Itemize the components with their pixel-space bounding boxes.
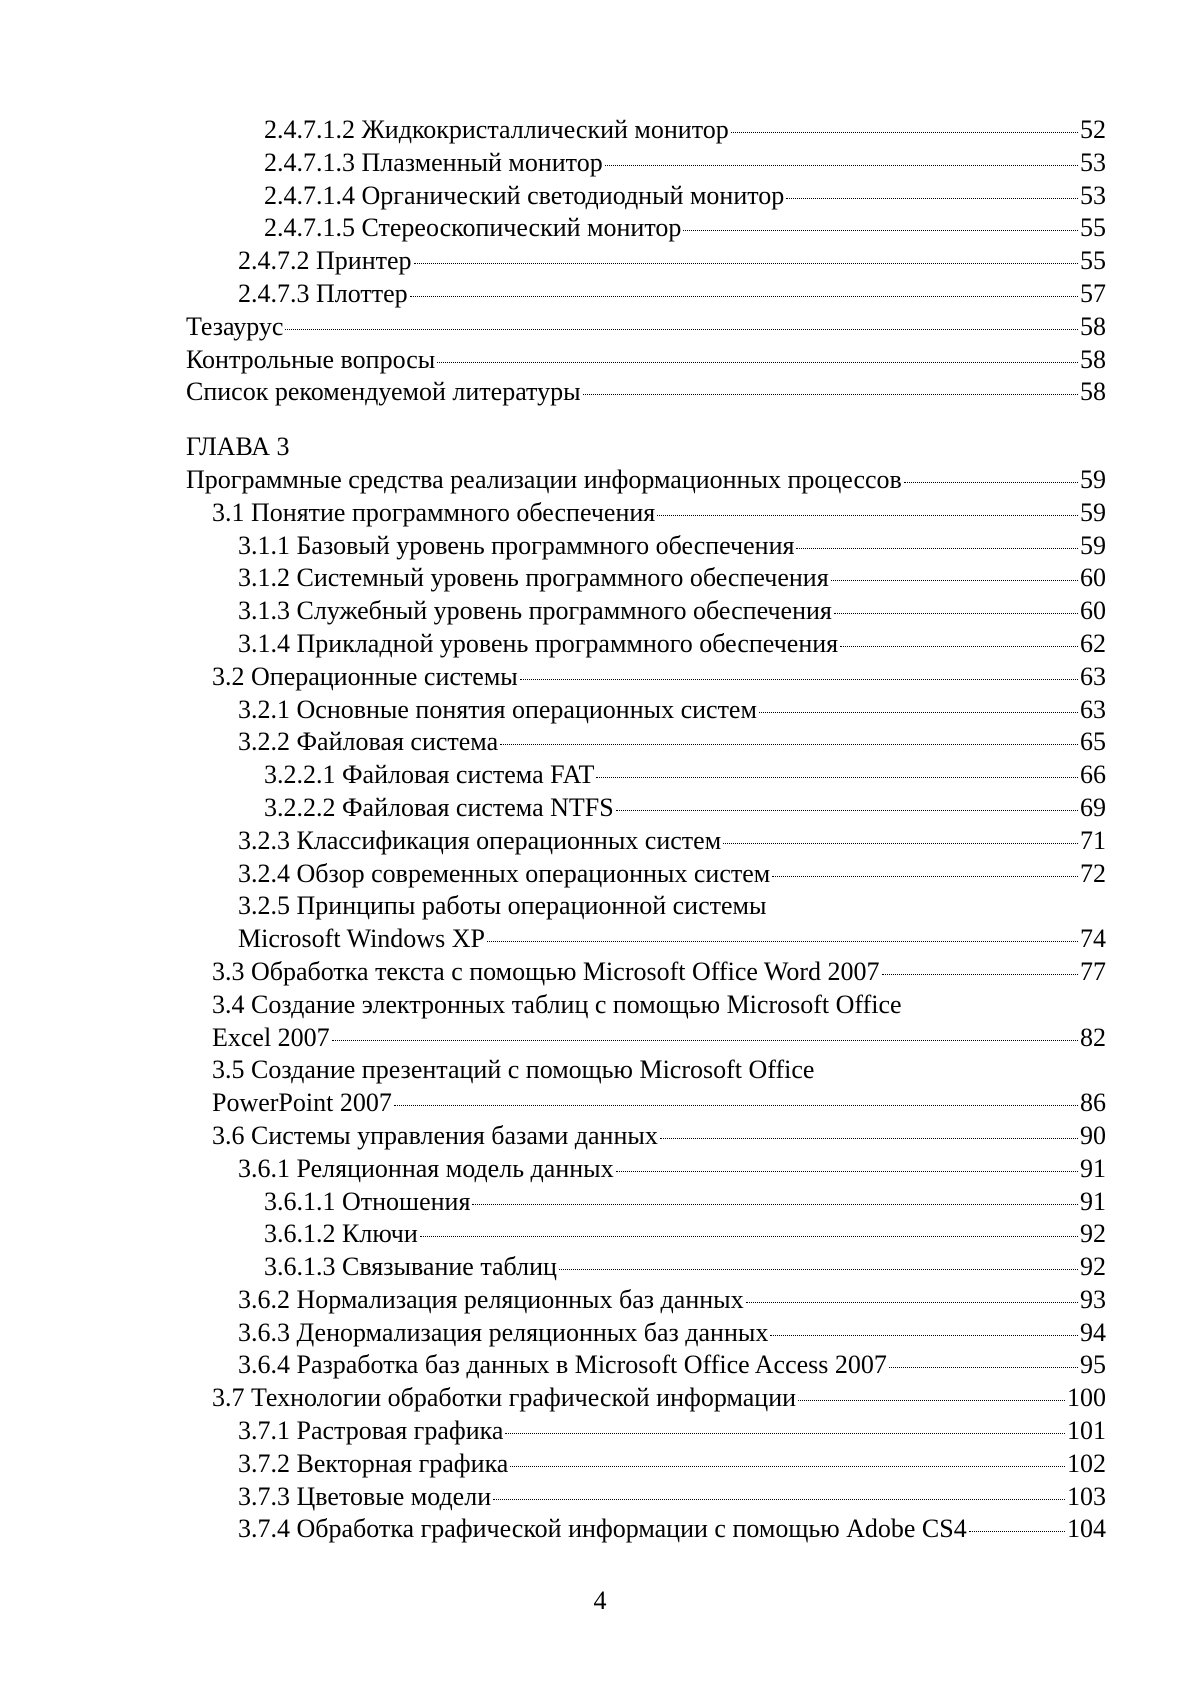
toc-entry	[186, 562, 1106, 595]
toc-entry	[186, 923, 1106, 956]
toc-entry-title: PowerPoint 2007	[212, 1088, 392, 1118]
toc-entry-page: 66	[1080, 760, 1106, 790]
dot-leader	[770, 1335, 1078, 1336]
dot-leader	[605, 165, 1078, 166]
dot-leader	[904, 482, 1078, 483]
toc-entry-page: 90	[1080, 1120, 1106, 1150]
page-number: 4	[593, 1586, 607, 1615]
toc-entry-page: 94	[1080, 1317, 1106, 1347]
toc-entry-title: 3.1 Понятие программного обеспечения	[212, 497, 656, 527]
toc-entry-page: 60	[1080, 596, 1106, 626]
toc-entry	[186, 661, 1106, 694]
dot-leader	[285, 329, 1078, 330]
toc-entry-page: 95	[1080, 1350, 1106, 1380]
dot-leader	[493, 1499, 1065, 1500]
toc-entry-title: 2.4.7.1.5 Стереоскопический монитор	[264, 213, 682, 243]
toc-entry-title: 3.2.2 Файловая система	[238, 727, 499, 757]
toc-entry	[186, 376, 1106, 409]
toc-entry-title: 3.2.2.1 Файловая система FAT	[264, 760, 595, 790]
toc-entry-title: 2.4.7.1.3 Плазменный монитор	[264, 147, 603, 177]
toc-entry-page: 58	[1080, 344, 1106, 374]
toc-entry-page: 92	[1080, 1219, 1106, 1249]
dot-leader	[796, 548, 1078, 549]
toc-entry	[186, 278, 1106, 311]
toc-entry-title: 3.2.4 Обзор современных операционных систем	[238, 858, 771, 888]
toc-entry	[186, 530, 1106, 563]
dot-leader	[882, 974, 1078, 975]
dot-leader	[510, 1466, 1065, 1467]
toc-entry-page: 91	[1080, 1186, 1106, 1216]
toc-entry-title: Microsoft Windows XP	[238, 924, 485, 954]
toc-entry-title: 3.7.3 Цветовые модели	[238, 1481, 492, 1511]
toc-entry-title: 3.7.2 Векторная графика	[238, 1448, 509, 1478]
toc-entry	[186, 792, 1106, 825]
dot-leader	[746, 1302, 1078, 1303]
toc-entry	[186, 147, 1106, 180]
toc-entry	[186, 890, 1106, 923]
toc-entry-page: 58	[1080, 377, 1106, 407]
toc-entry	[186, 1382, 1106, 1415]
toc-section-chapter-2-end	[186, 114, 1106, 409]
dot-leader	[500, 744, 1078, 745]
dot-leader	[834, 613, 1078, 614]
toc-entry	[186, 497, 1106, 530]
dot-leader	[420, 1236, 1078, 1237]
dot-leader	[840, 646, 1078, 647]
toc-entry	[186, 1349, 1106, 1382]
toc-entry-page: 59	[1080, 530, 1106, 560]
dot-leader	[616, 1171, 1078, 1172]
dot-leader	[660, 1138, 1078, 1139]
toc-entry	[186, 628, 1106, 661]
toc-entry-title: 3.6 Системы управления базами данных	[212, 1120, 658, 1150]
toc-entry	[186, 1218, 1106, 1251]
toc-entry-page: 82	[1080, 1022, 1106, 1052]
toc-entry-title: 3.7.1 Растровая графика	[238, 1416, 504, 1446]
toc-entry-title: 3.2.2.2 Файловая система NTFS	[264, 792, 614, 822]
dot-leader	[759, 712, 1078, 713]
toc-entry-title: 2.4.7.1.4 Органический светодиодный монитор	[264, 180, 785, 210]
toc-entry	[186, 759, 1106, 792]
dot-leader	[798, 1400, 1065, 1401]
toc-entry-page: 55	[1080, 246, 1106, 276]
toc-entry	[186, 1022, 1106, 1055]
toc-entry-page: 63	[1080, 661, 1106, 691]
toc-entry-page: 103	[1067, 1481, 1106, 1511]
dot-leader	[487, 941, 1078, 942]
toc-entry-title: 3.2 Операционные системы	[212, 661, 518, 691]
toc-entry	[186, 311, 1106, 344]
toc-entry-page: 100	[1067, 1383, 1106, 1413]
toc-entry-title: 3.6.4 Разработка баз данных в Microsoft Office Access 2007	[238, 1350, 887, 1380]
dot-leader	[657, 515, 1078, 516]
dot-leader	[969, 1531, 1065, 1532]
dot-leader	[505, 1433, 1065, 1434]
toc-entry-page: 65	[1080, 727, 1106, 757]
toc-entry-title: 3.4 Создание электронных таблиц с помощью Microsoft Office	[212, 989, 902, 1019]
toc-entry	[186, 595, 1106, 628]
toc-entry-title: Тезаурус	[186, 311, 284, 341]
toc-entry-title: 3.2.3 Классификация операционных систем	[238, 825, 722, 855]
toc-entry	[186, 858, 1106, 891]
toc-entry-title: 3.3 Обработка текста с помощью Microsoft Office Word 2007	[212, 956, 880, 986]
toc-entry	[186, 212, 1106, 245]
toc-entry-title: 3.2.5 Принципы работы операционной системы	[238, 891, 767, 921]
toc-entry-title: 3.6.1.2 Ключи	[264, 1219, 418, 1249]
dot-leader	[786, 198, 1078, 199]
dot-leader	[583, 394, 1078, 395]
dot-leader	[520, 679, 1078, 680]
toc-entry-page: 72	[1080, 858, 1106, 888]
toc-entry	[186, 1153, 1106, 1186]
toc-entry	[186, 1448, 1106, 1481]
toc-entry	[186, 1120, 1106, 1153]
toc-entry-title: 2.4.7.1.2 Жидкокристаллический монитор	[264, 115, 729, 144]
toc-entry-title: 3.7.4 Обработка графической информации с помощью Adobe CS4	[238, 1514, 967, 1544]
toc-entry-title: 3.6.1.3 Связывание таблиц	[264, 1252, 557, 1282]
toc-entry-page: 104	[1067, 1514, 1106, 1544]
toc-entry-title: 3.6.2 Нормализация реляционных баз данных	[238, 1284, 744, 1314]
dot-leader	[731, 132, 1078, 133]
toc-entry-page: 53	[1080, 147, 1106, 177]
toc-entry	[186, 1317, 1106, 1350]
toc-entry-page: 92	[1080, 1252, 1106, 1282]
toc-entry	[186, 1186, 1106, 1219]
toc-entry	[186, 956, 1106, 989]
toc-entry-page: 86	[1080, 1088, 1106, 1118]
toc-entry	[186, 180, 1106, 213]
chapter-heading	[186, 431, 1106, 464]
dot-leader	[889, 1367, 1078, 1368]
toc-entry	[186, 1415, 1106, 1448]
toc-entry-title: 3.7 Технологии обработки графической информации	[212, 1383, 797, 1413]
toc-entry-title: 3.1.4 Прикладной уровень программного обеспечения	[238, 628, 839, 658]
toc-entry-page: 62	[1080, 628, 1106, 658]
toc-entry-title: Контрольные вопросы	[186, 344, 436, 374]
toc-entry	[186, 694, 1106, 727]
toc-entry-page: 57	[1080, 278, 1106, 308]
dot-leader	[683, 230, 1078, 231]
toc-entry-page: 55	[1080, 213, 1106, 243]
dot-leader	[414, 263, 1078, 264]
toc-entry-title: 2.4.7.2 Принтер	[238, 246, 412, 276]
toc-section-chapter-3	[186, 464, 1106, 1546]
dot-leader	[616, 810, 1078, 811]
dot-leader	[723, 843, 1078, 844]
toc-entry-title: Excel 2007	[212, 1022, 330, 1052]
toc-entry-title: 3.2.1 Основные понятия операционных систем	[238, 694, 757, 724]
chapter-heading-text: ГЛАВА 3	[186, 432, 290, 462]
toc-entry-title: 3.6.3 Денормализация реляционных баз данных	[238, 1317, 769, 1347]
toc-entry	[186, 344, 1106, 377]
dot-leader	[559, 1269, 1078, 1270]
toc-entry-page: 59	[1080, 497, 1106, 527]
toc-entry	[186, 1251, 1106, 1284]
toc-entry	[186, 989, 1106, 1022]
toc-entry-page: 102	[1067, 1448, 1106, 1478]
dot-leader	[831, 580, 1078, 581]
toc-entry	[186, 1087, 1106, 1120]
section-gap	[186, 409, 1106, 431]
toc-entry	[186, 726, 1106, 759]
toc-entry-page: 58	[1080, 311, 1106, 341]
toc-entry-title: 3.5 Создание презентаций с помощью Microsoft Office	[212, 1055, 815, 1085]
dot-leader	[772, 876, 1078, 877]
table-of-contents	[186, 114, 1106, 1546]
toc-entry	[186, 245, 1106, 278]
toc-entry-page: 52	[1080, 115, 1106, 144]
toc-entry	[186, 1513, 1106, 1546]
toc-entry-page: 59	[1080, 464, 1106, 494]
toc-entry	[186, 464, 1106, 497]
toc-entry-page: 71	[1080, 825, 1106, 855]
dot-leader	[437, 362, 1078, 363]
toc-entry-title: 3.1.1 Базовый уровень программного обеспечения	[238, 530, 795, 560]
toc-entry-title: Список рекомендуемой литературы	[186, 377, 581, 407]
toc-entry	[186, 825, 1106, 858]
toc-entry-page: 91	[1080, 1153, 1106, 1183]
toc-entry-title: 2.4.7.3 Плоттер	[238, 278, 408, 308]
toc-entry-title: 3.6.1.1 Отношения	[264, 1186, 471, 1216]
dot-leader	[332, 1040, 1078, 1041]
toc-entry-title: 3.1.3 Служебный уровень программного обеспечения	[238, 596, 832, 626]
toc-entry-page: 63	[1080, 694, 1106, 724]
toc-entry-page: 60	[1080, 563, 1106, 593]
dot-leader	[394, 1105, 1078, 1106]
toc-entry-title: 3.6.1 Реляционная модель данных	[238, 1153, 614, 1183]
dot-leader	[410, 296, 1078, 297]
toc-entry-page: 77	[1080, 956, 1106, 986]
toc-entry-page: 53	[1080, 180, 1106, 210]
toc-entry-page: 101	[1067, 1416, 1106, 1446]
toc-entry-page: 74	[1080, 924, 1106, 954]
toc-entry-title: Программные средства реализации информационных процессов	[186, 464, 902, 494]
toc-entry	[186, 1054, 1106, 1087]
toc-entry	[186, 1481, 1106, 1514]
dot-leader	[472, 1204, 1078, 1205]
toc-entry-title: 3.1.2 Системный уровень программного обеспечения	[238, 563, 829, 593]
toc-entry-page: 69	[1080, 792, 1106, 822]
dot-leader	[596, 777, 1078, 778]
toc-entry	[186, 1284, 1106, 1317]
toc-entry	[186, 114, 1106, 147]
toc-entry-page: 93	[1080, 1284, 1106, 1314]
